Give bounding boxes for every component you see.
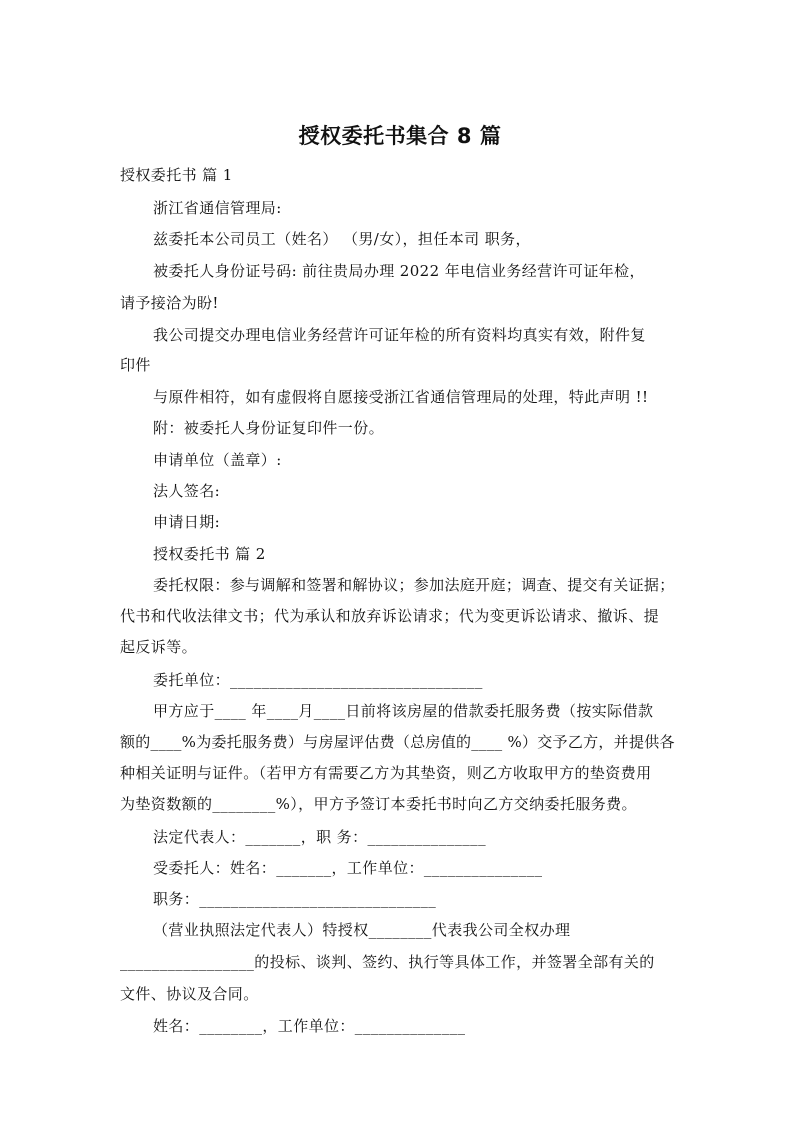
paragraph-line: 我公司提交办理电信业务经营许可证年检的所有资料均真实有效，附件复	[153, 326, 646, 344]
legal-signature: 法人签名:	[153, 482, 221, 500]
section-heading-2: 授权委托书 篇 2	[153, 545, 266, 563]
section-heading-1: 授权委托书 篇 1	[120, 166, 233, 184]
paragraph-line: （营业执照法定代表人）特授权________代表我公司全权办理	[153, 921, 571, 939]
paragraph-line: _________________的投标、谈判、签约、执行等具体工作，并签署全部有关的	[120, 953, 655, 971]
addressee: 浙江省通信管理局:	[153, 199, 282, 217]
paragraph-line: 额的____%为委托服务费）与房屋评估费（总房值的____ %）交予乙方，并提供各	[120, 733, 675, 751]
entrusting-unit-field: 委托单位：________________________________	[153, 671, 483, 689]
applicant-unit: 申请单位（盖章）:	[153, 451, 282, 469]
legal-representative-field: 法定代表人：_______，职 务：_______________	[153, 828, 486, 846]
paragraph-line: 委托权限：参与调解和签署和解协议；参加法庭开庭；调查、提交有关证据；	[153, 576, 675, 594]
attachment-note: 附：被委托人身份证复印件一份。	[153, 419, 385, 437]
paragraph-line: 代书和代收法律文书；代为承认和放弃诉讼请求；代为变更诉讼请求、撤诉、提	[120, 607, 660, 625]
paragraph-line: 被委托人身份证号码: 前往贵局办理 2022 年电信业务经营许可证年检，	[153, 262, 645, 280]
paragraph-line: 印件	[120, 356, 151, 374]
paragraph-line: 兹委托本公司员工（姓名） （男/女），担任本司 职务，	[153, 230, 531, 248]
paragraph-line: 请予接洽为盼!	[120, 294, 219, 312]
paragraph-line: 与原件相符，如有虚假将自愿接受浙江省通信管理局的处理，特此声明 !!	[153, 388, 649, 406]
agent-field: 受委托人：姓名：_______，工作单位：_______________	[153, 859, 543, 877]
paragraph-line: 为垫资数额的________%），甲方予签订本委托书时向乙方交纳委托服务费。	[120, 795, 637, 813]
application-date: 申请日期:	[153, 513, 221, 531]
document-title: 授权委托书集合 8 篇	[298, 124, 502, 148]
paragraph-line: 起反诉等。	[120, 638, 198, 656]
paragraph-line: 甲方应于____ 年____月____日前将该房屋的借款委托服务费（按实际借款	[153, 702, 654, 720]
paragraph-line: 种相关证明与证件。（若甲方有需要乙方为其垫资，则乙方收取甲方的垫资费用	[120, 764, 652, 782]
paragraph-line: 文件、协议及合同。	[120, 985, 259, 1003]
name-unit-field: 姓名：________，工作单位：______________	[153, 1017, 466, 1035]
position-field: 职务：______________________________	[153, 890, 437, 908]
